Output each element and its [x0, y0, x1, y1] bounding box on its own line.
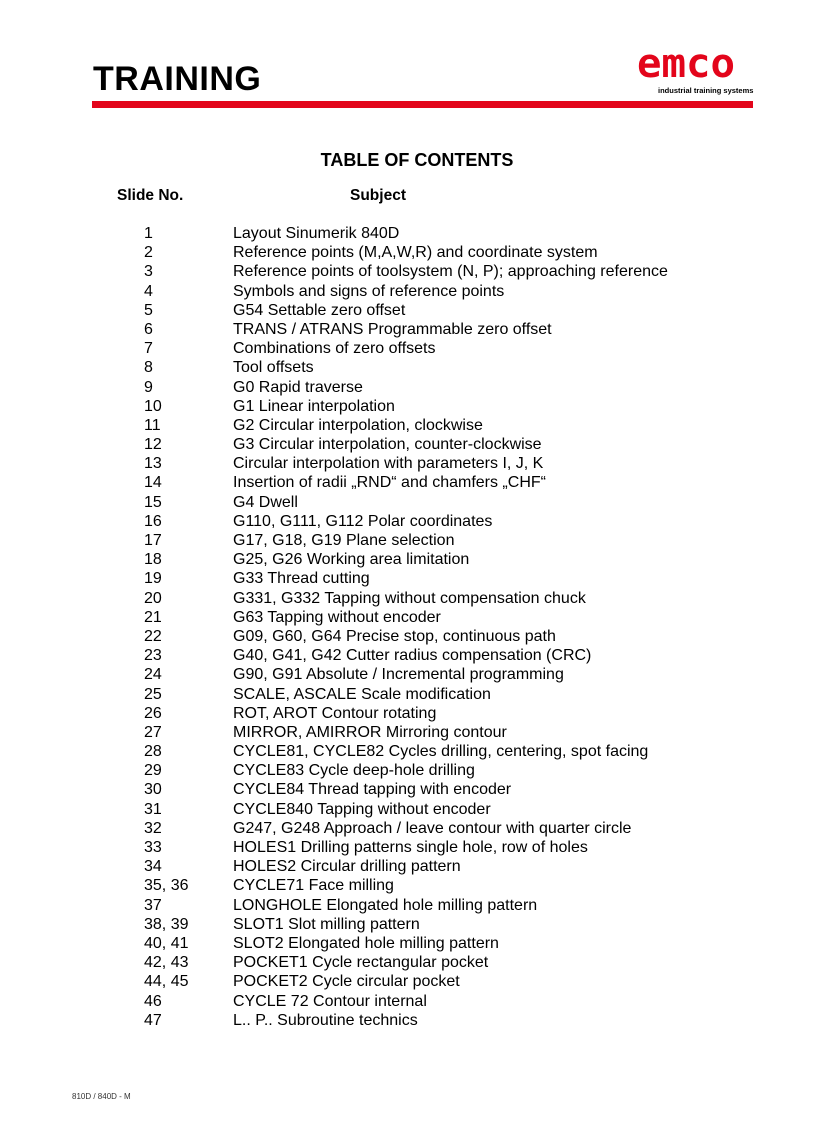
- slide-number: 26: [144, 704, 162, 722]
- slide-number: 30: [144, 781, 162, 799]
- slide-subject: TRANS / ATRANS Programmable zero offset: [233, 320, 552, 338]
- slide-number: 38, 39: [144, 915, 189, 933]
- emco-logo: [636, 47, 736, 81]
- slide-subject: G63 Tapping without encoder: [233, 608, 441, 626]
- toc-row: [0, 953, 816, 972]
- slide-subject: CYCLE840 Tapping without encoder: [233, 800, 491, 818]
- toc-row: [0, 742, 816, 761]
- slide-number: 33: [144, 839, 162, 856]
- toc-row: [0, 454, 816, 473]
- toc-row: [0, 685, 816, 704]
- slide-number: 18: [144, 551, 162, 569]
- page-header-title: TRAINING: [93, 60, 262, 98]
- slide-subject: HOLES2 Circular drilling pattern: [233, 858, 461, 876]
- toc-row: [0, 838, 816, 857]
- slide-subject: G331, G332 Tapping without compensation chuck: [233, 589, 586, 607]
- toc-row: [0, 819, 816, 838]
- slide-subject: Reference points (M,A,W,R) and coordinate system: [233, 244, 598, 262]
- toc-row: [0, 896, 816, 915]
- slide-number: 12: [144, 436, 162, 454]
- toc-row: [0, 800, 816, 819]
- toc-row: [0, 282, 816, 301]
- slide-subject: CYCLE81, CYCLE82 Cycles drilling, centering, spot facing: [233, 743, 649, 761]
- slide-subject: LONGHOLE Elongated hole milling pattern: [233, 896, 538, 914]
- toc-row: [0, 589, 816, 608]
- slide-number: 8: [144, 359, 153, 377]
- slide-number: 46: [144, 992, 162, 1010]
- slide-subject: SLOT1 Slot milling pattern: [233, 915, 420, 933]
- toc-row: [0, 992, 816, 1011]
- toc-row: [0, 915, 816, 934]
- slide-number: 23: [144, 647, 162, 665]
- toc-row: [0, 320, 816, 339]
- slide-subject: SCALE, ASCALE Scale modification: [233, 685, 491, 703]
- slide-number: 17: [144, 532, 162, 549]
- slide-subject: Reference points of toolsystem (N, P); approaching reference: [233, 263, 668, 281]
- toc-row: [0, 704, 816, 723]
- slide-number: 29: [144, 762, 162, 780]
- slide-subject: G54 Settable zero offset: [233, 301, 406, 319]
- slide-number: 13: [144, 455, 162, 473]
- slide-subject: CYCLE83 Cycle deep-hole drilling: [233, 762, 475, 780]
- header-divider: [92, 101, 753, 108]
- toc-row: [0, 301, 816, 320]
- slide-subject: G1 Linear interpolation: [233, 397, 395, 415]
- slide-subject: ROT, AROT Contour rotating: [233, 704, 437, 722]
- slide-number: 4: [144, 282, 153, 300]
- slide-subject: MIRROR, AMIRROR Mirroring contour: [233, 723, 507, 741]
- slide-subject: G110, G111, G112 Polar coordinates: [233, 512, 493, 530]
- slide-number: 31: [144, 800, 162, 818]
- slide-subject: POCKET1 Cycle rectangular pocket: [233, 954, 489, 972]
- slide-number: 6: [144, 320, 153, 338]
- slide-number: 37: [144, 896, 162, 914]
- slide-subject: CYCLE71 Face milling: [233, 877, 394, 895]
- slide-subject: G2 Circular interpolation, clockwise: [233, 416, 483, 434]
- toc-row: [0, 531, 816, 550]
- toc-row: [0, 358, 816, 377]
- slide-number: 40, 41: [144, 934, 189, 952]
- slide-number: 9: [144, 378, 153, 396]
- toc-row: [0, 243, 816, 262]
- logo-tagline: industrial training systems: [658, 86, 754, 95]
- toc-row: [0, 512, 816, 531]
- toc-row: [0, 397, 816, 416]
- slide-number: 35, 36: [144, 877, 189, 895]
- toc-row: [0, 876, 816, 895]
- slide-subject: G33 Thread cutting: [233, 570, 370, 588]
- toc-row: [0, 934, 816, 953]
- toc-row: [0, 627, 816, 646]
- slide-subject: G25, G26 Working area limitation: [233, 551, 470, 569]
- slide-subject: Layout Sinumerik 840D: [233, 225, 400, 242]
- slide-number: 14: [144, 474, 162, 492]
- slide-subject: HOLES1 Drilling patterns single hole, row of holes: [233, 839, 588, 856]
- toc-row: [0, 972, 816, 991]
- logo-wordmark: emco: [637, 47, 735, 81]
- slide-subject: G17, G18, G19 Plane selection: [233, 532, 455, 549]
- slide-subject: POCKET2 Cycle circular pocket: [233, 973, 460, 991]
- slide-subject: G4 Dwell: [233, 493, 298, 511]
- slide-number: 22: [144, 627, 162, 645]
- toc-row: [0, 608, 816, 627]
- column-header-subject: Subject: [350, 187, 406, 204]
- toc-row: [0, 780, 816, 799]
- footer-model-label: 810D / 840D - M: [72, 1092, 131, 1101]
- toc-row: [0, 435, 816, 454]
- toc-row: [0, 378, 816, 397]
- slide-number: 11: [144, 416, 161, 434]
- column-header-slide-no: Slide No.: [117, 187, 184, 204]
- slide-subject: CYCLE 72 Contour internal: [233, 992, 427, 1010]
- toc-row: [0, 416, 816, 435]
- toc-row: [0, 262, 816, 281]
- slide-subject: Combinations of zero offsets: [233, 340, 436, 358]
- slide-number: 44, 45: [144, 973, 189, 991]
- slide-number: 25: [144, 685, 162, 703]
- toc-list: [0, 224, 816, 1030]
- toc-row: [0, 473, 816, 492]
- slide-subject: Insertion of radii „RND“ and chamfers „CHF“: [233, 474, 546, 492]
- slide-number: 32: [144, 819, 162, 837]
- slide-subject: L.. P.. Subroutine technics: [233, 1011, 418, 1029]
- slide-number: 47: [144, 1011, 162, 1029]
- slide-number: 1: [144, 225, 153, 242]
- slide-subject: G09, G60, G64 Precise stop, continuous path: [233, 627, 556, 645]
- emco-logo-mark: [636, 47, 736, 81]
- slide-number: 2: [144, 244, 153, 262]
- slide-number: 34: [144, 858, 162, 876]
- slide-subject: G3 Circular interpolation, counter-clockwise: [233, 436, 542, 454]
- slide-number: 20: [144, 589, 162, 607]
- toc-title: TABLE OF CONTENTS: [320, 150, 514, 170]
- slide-subject: Symbols and signs of reference points: [233, 282, 505, 300]
- slide-number: 27: [144, 723, 162, 741]
- slide-subject: G90, G91 Absolute / Incremental programming: [233, 666, 564, 684]
- toc-row: [0, 569, 816, 588]
- slide-number: 3: [144, 263, 153, 281]
- slide-number: 16: [144, 512, 162, 530]
- slide-number: 10: [144, 397, 162, 415]
- toc-row: [0, 493, 816, 512]
- toc-row: [0, 665, 816, 684]
- slide-subject: CYCLE84 Thread tapping with encoder: [233, 781, 512, 799]
- slide-number: 24: [144, 666, 162, 684]
- slide-subject: Circular interpolation with parameters I, J, K: [233, 455, 544, 473]
- toc-row: [0, 1011, 816, 1030]
- slide-subject: G40, G41, G42 Cutter radius compensation (CRC): [233, 647, 592, 665]
- slide-number: 7: [144, 340, 153, 358]
- toc-row: [0, 857, 816, 876]
- slide-subject: SLOT2 Elongated hole milling pattern: [233, 934, 499, 952]
- toc-row: [0, 339, 816, 358]
- toc-row: [0, 646, 816, 665]
- slide-subject: G247, G248 Approach / leave contour with quarter circle: [233, 819, 632, 837]
- toc-row: [0, 550, 816, 569]
- slide-subject: G0 Rapid traverse: [233, 378, 363, 396]
- slide-number: 19: [144, 570, 162, 588]
- slide-number: 42, 43: [144, 954, 189, 972]
- slide-number: 21: [144, 608, 162, 626]
- toc-row: [0, 723, 816, 742]
- slide-number: 28: [144, 743, 162, 761]
- slide-number: 5: [144, 301, 153, 319]
- toc-row: [0, 761, 816, 780]
- toc-row: [0, 224, 816, 243]
- slide-number: 15: [144, 493, 162, 511]
- slide-subject: Tool offsets: [233, 359, 314, 377]
